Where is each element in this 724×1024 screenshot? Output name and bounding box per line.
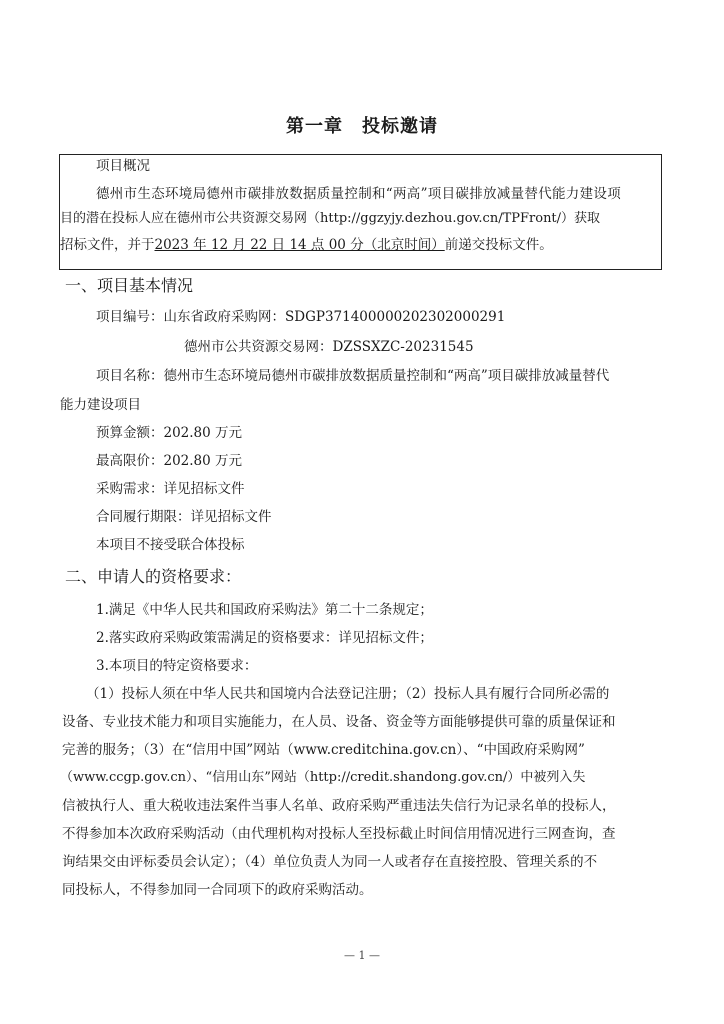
contract-period: 合同履行期限：详见招标文件 <box>96 509 272 525</box>
overview-line: 德州市生态环境局德州市碳排放数据质量控制和“两高”项目碳排放减量替代能力建设项 <box>96 186 622 202</box>
budget-amount: 预算金额：202.80 万元 <box>96 425 243 441</box>
qualification-item: 2.落实政府采购政策需满足的资格要求：详见招标文件； <box>96 630 433 646</box>
no-consortium: 本项目不接受联合体投标 <box>96 537 245 553</box>
overview-text: 招标文件，并于 <box>60 237 155 253</box>
section-heading: 一、项目基本情况 <box>65 276 194 295</box>
paragraph-line: 同投标人，不得参加同一合同项下的政府采购活动。 <box>62 882 373 898</box>
project-name: 项目名称：德州市生态环境局德州市碳排放数据质量控制和“两高”项目碳排放减量替代 <box>96 368 610 384</box>
paragraph-line: （1）投标人须在中华人民共和国境内合法登记注册；（2）投标人具有履行合同所必需的 <box>86 686 610 702</box>
overview-label: 项目概况 <box>96 158 150 174</box>
overview-line: 目的潜在投标人应在德州市公共资源交易网（http://ggzyjy.dezhou.gov.cn/TPFront/）获取 <box>60 211 601 226</box>
project-name: 能力建设项目 <box>60 397 141 413</box>
project-number: 项目编号：山东省政府采购网：SDGP371400000202302000291 <box>96 309 506 325</box>
page-number: — 1 — <box>344 949 380 962</box>
deadline-text: 2023 年 12 月 22 日 14 点 00 分（北京时间） <box>154 237 445 253</box>
paragraph-line: 信被执行人、重大税收违法案件当事人名单、政府采购严重违法失信行为记录名单的投标人， <box>62 798 616 814</box>
section-heading: 二、申请人的资格要求： <box>65 567 242 586</box>
overview-box <box>59 154 662 270</box>
max-price: 最高限价：202.80 万元 <box>96 453 243 469</box>
overview-text: 前递交投标文件。 <box>444 237 553 253</box>
paragraph-line: 不得参加本次政府采购活动（由代理机构对投标人至投标截止时间信用情况进行三网查询，查 <box>62 826 616 842</box>
qualification-item: 3.本项目的特定资格要求： <box>96 658 258 674</box>
paragraph-line: 询结果交由评标委员会认定）；（4）单位负责人为同一人或者存在直接控股、管理关系的不 <box>62 854 598 870</box>
project-number: 德州市公共资源交易网：DZSSXZC-20231545 <box>184 339 474 355</box>
chapter-title: 第一章 投标邀请 <box>286 116 438 137</box>
paragraph-line: （www.ccgp.gov.cn）、“信用山东”网站（http://credit.shandong.gov.cn/）中被列入失 <box>60 770 586 785</box>
paragraph-line: 完善的服务；（3）在“信用中国”网站（www.creditchina.gov.cn）、“中国政府采购网” <box>62 742 585 758</box>
paragraph-line: 设备、专业技术能力和项目实施能力，在人员、设备、资金等方面能够提供可靠的质量保证和 <box>62 714 616 730</box>
overview-deadline-line <box>60 235 553 255</box>
qualification-item: 1.满足《中华人民共和国政府采购法》第二十二条规定； <box>96 602 433 618</box>
procurement-requirement: 采购需求：详见招标文件 <box>96 481 245 497</box>
